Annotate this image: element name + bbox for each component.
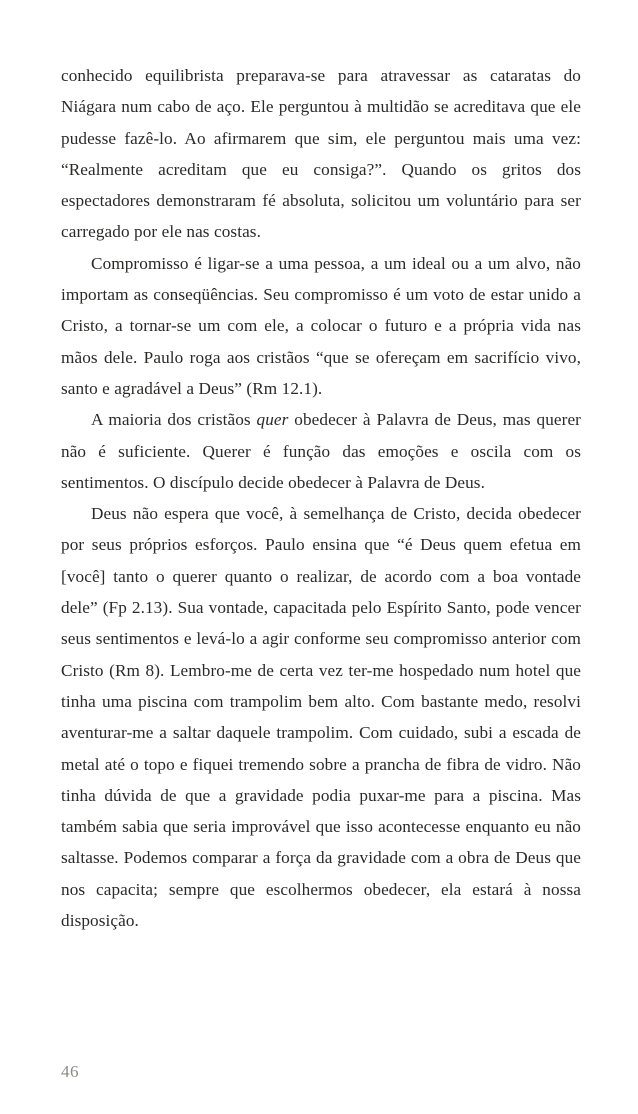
paragraph-god-enables-obedience: Deus não espera que você, à semelhança de Cristo, decida obedecer por seus próprios esforços. Paulo ensina que “é Deus quem efetua em [você] tanto o querer quanto o realizar, de acordo com a boa vontade dele” (Fp 2.13). Sua vontade, capacitada pelo Espírito Santo, pode vencer seus sentimentos e levá-lo a agir conforme seu compromisso anterior com Cristo (Rm 8). Lembro-me de certa vez ter-me hospedado num hotel que tinha uma piscina com trampolim bem alto. Com bastante medo, resolvi aventurar-me a saltar daquele trampolim. Com cuidado, subi a escada de metal até o topo e fiquei tremendo sobre a prancha de fibra de vidro. Não tinha dúvida de que a gravidade podia puxar-me para a piscina. Mas também sabia que seria improvável que isso acontecesse enquanto eu não saltasse. Podemos comparar a força da gravidade com a obra de Deus que nos capacita; sempre que escolhermos obedecer, ela estará à nossa disposição.	[61, 504, 581, 931]
paragraph-equilibrist-story: conhecido equilibrista preparava-se para atravessar as cataratas do Niágara num cabo de aço. Ele perguntou à multidão se acreditava que ele pudesse fazê-lo. Ao afirmarem que sim, ele perguntou mais uma vez: “Realmente acreditam que eu consiga?”. Quando os gritos dos espectadores demonstraram fé absoluta, solicitou um voluntário para ser carregado por ele nas costas.	[61, 66, 581, 242]
paragraph-text-segment: A maioria dos cristãos	[91, 410, 257, 430]
page-number: 46	[61, 1062, 79, 1081]
paragraph-commitment-definition: Compromisso é ligar-se a uma pessoa, a um ideal ou a um alvo, não importam as conseqüências. Seu compromisso é um voto de estar unido a Cristo, a tornar-se um com ele, a colocar o futuro e a própria vida nas mãos dele. Paulo roga aos cristãos “que se ofereçam em sacrifício vivo, santo e agradável a Deus” (Rm 12.1).	[61, 253, 581, 398]
paragraph-text-segment: obedecer à Palavra de Deus, mas querer não é suficiente. Querer é função das emoções e oscila com os sentimentos. O discípulo decide obedecer à Palavra de Deus.	[61, 410, 581, 492]
book-page-body	[61, 60, 581, 936]
paragraph-wanting-vs-deciding	[61, 404, 581, 498]
emphasized-word: quer	[256, 410, 289, 430]
